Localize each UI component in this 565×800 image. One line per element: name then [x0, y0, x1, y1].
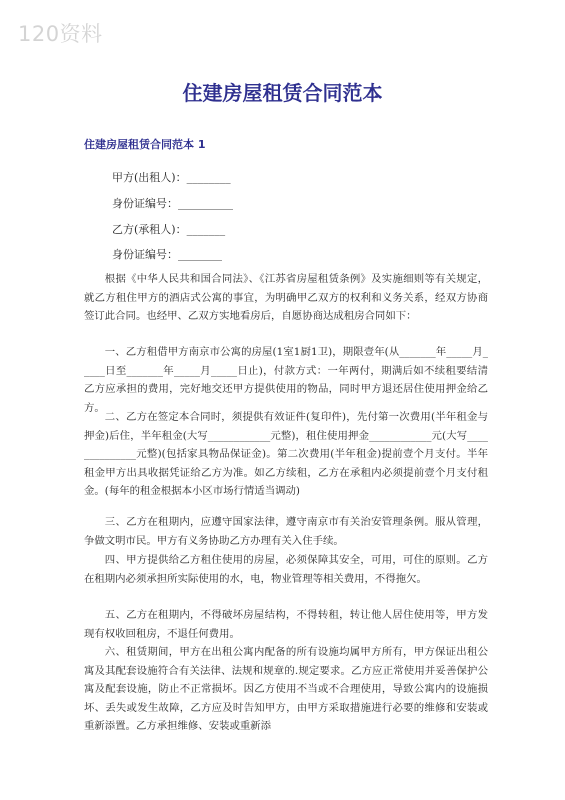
clause-1-paragraph: 一、乙方租借甲方南京市公寓的房屋(1室1厨1卫)，期限壹年(从_______年_____月_____日至_______年_____月_____日止)，付款方式：一年两付，期满后如不续租要结清乙方应承担的费用，完好地交还甲方提供使用的物品，同时甲方退还居住使用押金给乙方。	[84, 346, 488, 414]
intro-paragraph: 根据《中华人民共和国合同法》、《江苏省房屋租赁条例》及实施细则等有关规定，就乙方租住甲方的酒店式公寓的事宜，为明确甲乙双方的权利和义务关系，经双方协商签订此合同。也经甲、乙双方实地看房后，自愿协商达成租房合同如下：	[84, 273, 488, 322]
clause-2-paragraph: 二、乙方在签定本合同时，须提供有效证件(复印件)，先付第一次费用(半年租金与押金)后住，半年租金(大写____________元整)，租住使用押金____________元(大写______________元整)(包括家具物品保证金)。第二次费用(半年租金)提前壹个月支付。半年租金甲方出具收据凭证给乙方为准。如乙方续租，乙方在承租内必须提前壹个月支付租金。(每年的租金根据本小区市场行情适当调动)	[84, 411, 488, 497]
clause-5-paragraph: 五、乙方在租期内，不得破坏房屋结构，不得转租，转让他人居住使用等，甲方发现有权收回租房，不退任何费用。	[84, 609, 488, 640]
clause-4-paragraph: 四、甲方提供给乙方租住使用的房屋，必须保障其安全，可用，可住的原则。乙方在租期内必须承担所实际使用的水，电，物业管理等相关费用，不得拖欠。	[84, 554, 488, 585]
clause-6-paragraph: 六、租赁期间，甲方在出租公寓内配备的所有设施均属甲方所有，甲方保证出租公寓及其配套设施符合有关法律、法规和规章的.规定要求。乙方应正常使用并妥善保护公寓及配套设施，防止不正常损坏。因乙方使用不当或不合理使用，导致公寓内的设施损坏、丢失或发生故障，乙方应及时告知甲方，由甲方采取措施进行必要的维修和安装或重新添置。乙方承担维修、安装或重新添	[84, 646, 488, 732]
lessee-id-field: 身份证编号：________	[112, 248, 222, 261]
clause-3-paragraph: 三、乙方在租期内，应遵守国家法律，遵守南京市有关治安管理条例。服从管理，争做文明市民。甲方有义务协助乙方办理有关入住手续。	[84, 516, 488, 547]
section-subtitle: 住建房屋租赁合同范本 1	[84, 138, 206, 151]
lessor-id-field: 身份证编号：__________	[112, 197, 233, 210]
watermark-logo: 120资料	[18, 22, 103, 46]
document-title: 住建房屋租赁合同范本	[182, 81, 383, 105]
lessor-field: 甲方(出租人)：________	[112, 171, 231, 184]
lessee-field: 乙方(承租人)：_______	[112, 223, 226, 236]
